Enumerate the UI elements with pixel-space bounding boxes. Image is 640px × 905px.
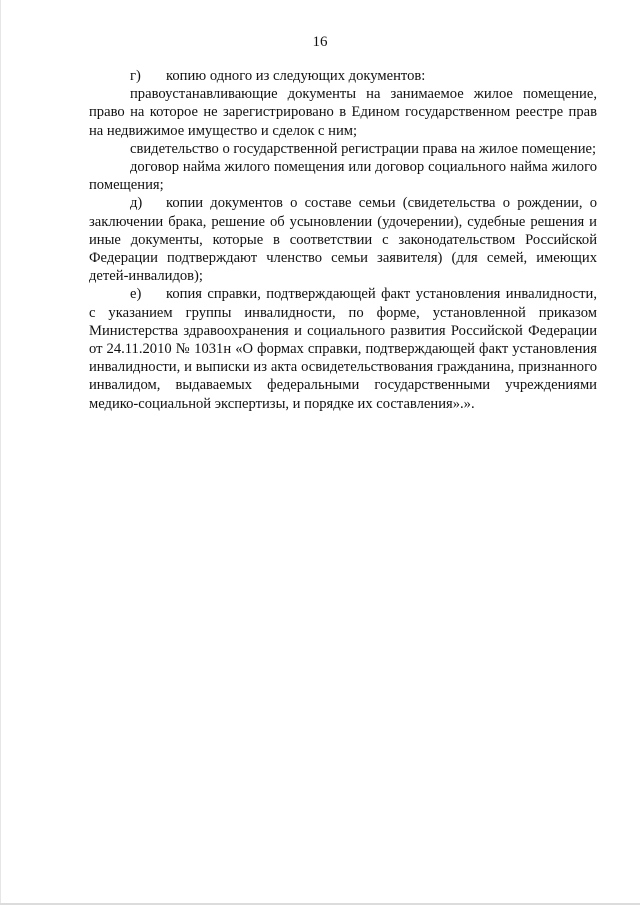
paragraph-text: копию одного из следующих документов: (166, 68, 426, 84)
paragraph-text: копия справки, подтверждающей факт установления инвалидности, с указанием группы инвалидности, по форме, установленной приказом Министерства здравоохранения и социального развития Российской Федерации от 24.11.2010 № 1031н «О формах справки, подтверждающей факт установления инвалидности, и выписки из акта освидетельствования гражданина, признанного инвалидом, выдаваемых федеральными государственными учреждениями медико-социальной экспертизы, и порядке их составления».». (89, 286, 597, 412)
paragraph-text: договор найма жилого помещения или договор социального найма жилого помещения; (89, 159, 597, 194)
document-body (89, 67, 597, 413)
paragraph-text: копии документов о составе семьи (свидетельства о рождении, о заключении брака, решение об усыновлении (удочерении), судебные решения и иные документы, которые в соответствии с законодательством Российской Федерации подтверждают членство семьи заявителя) (для семей, имеющих детей-инвалидов); (89, 195, 597, 285)
paragraph-registration-certificate (89, 140, 597, 158)
paragraph-lease-agreement (89, 158, 597, 194)
paragraph-text: правоустанавливающие документы на занимаемое жилое помещение, право на которое не зарегистрировано в Едином государственном реестре прав на недвижимое имущество и сделок с ним; (89, 86, 597, 139)
list-label: г) (130, 68, 141, 84)
page-number: 16 (312, 34, 328, 50)
list-label: е) (130, 286, 142, 303)
paragraph-title-documents (89, 85, 597, 140)
list-label: д) (130, 195, 143, 212)
paragraph-e (89, 285, 597, 412)
paragraph-d (89, 194, 597, 285)
paragraph-g (89, 67, 597, 85)
scan-edge-line (0, 0, 1, 905)
paragraph-text: свидетельство о государственной регистрации права на жилое помещение; (130, 140, 597, 157)
